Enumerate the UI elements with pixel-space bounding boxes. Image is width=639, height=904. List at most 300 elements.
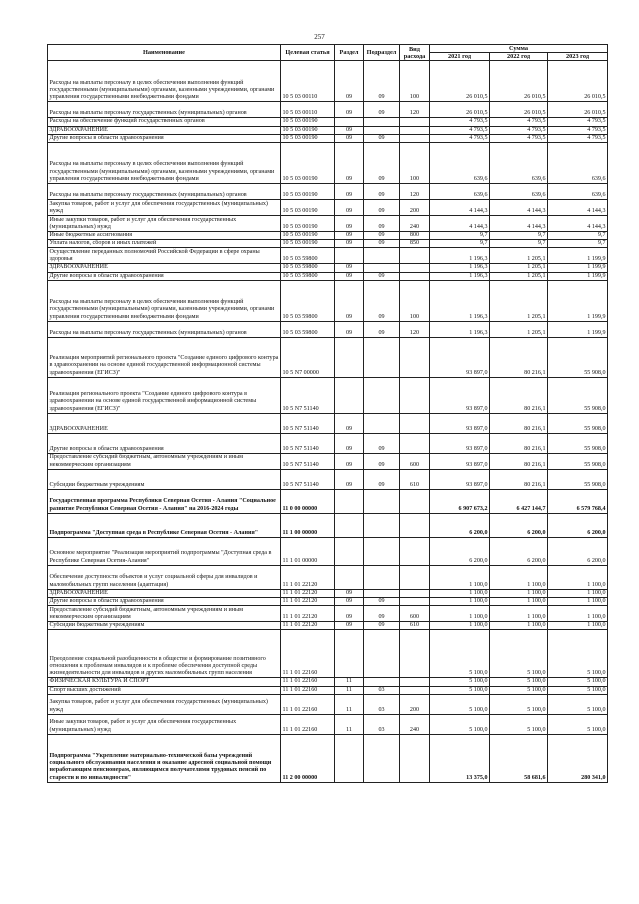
row-sum-2022: 1 100,0 bbox=[490, 589, 548, 597]
row-name: Предоставление субсидий бюджетным, автономным учреждениям и иным некоммерческим организациям bbox=[48, 606, 281, 622]
row-target-code: 11 1 00 00000 bbox=[281, 513, 335, 537]
row-sum-2022: 4 144,3 bbox=[490, 216, 548, 232]
row-sum-2021: 5 100,0 bbox=[430, 714, 490, 734]
row-target-code: 10 5 03 59800 bbox=[281, 248, 335, 264]
table-row bbox=[48, 216, 608, 232]
row-section: 11 bbox=[335, 686, 364, 694]
table-row bbox=[48, 678, 608, 686]
row-sum-2022: 6 200,0 bbox=[490, 513, 548, 537]
row-expense-type bbox=[400, 630, 430, 678]
row-name: Спорт высших достижений bbox=[48, 686, 281, 694]
row-name: Иные закупки товаров, работ и услуг для обеспечения государственных (муниципальных) нужд bbox=[48, 216, 281, 232]
table-row bbox=[48, 143, 608, 184]
row-target-code: 11 1 01 22120 bbox=[281, 606, 335, 622]
row-name: Предоставление субсидий бюджетным, автономным учреждениям и иным некоммерческим организациям bbox=[48, 453, 281, 469]
row-subsection: 09 bbox=[364, 240, 400, 248]
row-sum-2023: 1 199,9 bbox=[548, 321, 608, 337]
row-sum-2023: 55 908,0 bbox=[548, 469, 608, 489]
row-sum-2023: 26 010,5 bbox=[548, 102, 608, 118]
row-sum-2022: 5 100,0 bbox=[490, 630, 548, 678]
row-subsection bbox=[364, 589, 400, 597]
row-subsection: 09 bbox=[364, 102, 400, 118]
row-section: 09 bbox=[335, 413, 364, 433]
row-sum-2021: 4 793,5 bbox=[430, 134, 490, 142]
row-subsection bbox=[364, 537, 400, 565]
table-row bbox=[48, 537, 608, 565]
row-name: Закупка товаров, работ и услуг для обеспечения государственных (муниципальных) нужд bbox=[48, 200, 281, 216]
row-sum-2021: 4 144,3 bbox=[430, 216, 490, 232]
row-section bbox=[335, 565, 364, 589]
row-section bbox=[335, 489, 364, 513]
row-sum-2021: 9,7 bbox=[430, 240, 490, 248]
row-name: Субсидии бюджетным учреждениям bbox=[48, 622, 281, 630]
row-sum-2022: 6 200,0 bbox=[490, 537, 548, 565]
row-subsection: 09 bbox=[364, 272, 400, 280]
row-name: Подпрограмма "Укрепление материально-технической базы учреждений социального обслуживания населения и оказание адресной социальной помощи неработающим пенсионерам, являющимся получателями трудовых пенсий по старости и по инвалидности" bbox=[48, 734, 281, 782]
row-sum-2023: 6 200,0 bbox=[548, 537, 608, 565]
row-expense-type: 240 bbox=[400, 216, 430, 232]
row-expense-type bbox=[400, 489, 430, 513]
row-section: 09 bbox=[335, 622, 364, 630]
row-sum-2021: 6 200,0 bbox=[430, 513, 490, 537]
row-sum-2022: 1 205,1 bbox=[490, 272, 548, 280]
table-row bbox=[48, 714, 608, 734]
row-name: Реализация мероприятий регионального проекта "Создание единого цифрового контура в здравоохранении на основе единой государственной информационной системы здравоохранения (ЕГИСЗ)" bbox=[48, 337, 281, 377]
row-expense-type: 120 bbox=[400, 102, 430, 118]
table-row bbox=[48, 734, 608, 782]
row-section: 09 bbox=[335, 453, 364, 469]
row-sum-2022: 4 793,5 bbox=[490, 118, 548, 126]
table-row bbox=[48, 184, 608, 200]
row-subsection: 09 bbox=[364, 232, 400, 240]
row-sum-2023: 1 100,0 bbox=[548, 606, 608, 622]
row-section bbox=[335, 337, 364, 377]
row-expense-type: 610 bbox=[400, 469, 430, 489]
row-expense-type: 600 bbox=[400, 453, 430, 469]
row-expense-type: 600 bbox=[400, 606, 430, 622]
row-target-code: 10 5 03 00190 bbox=[281, 232, 335, 240]
row-subsection: 09 bbox=[364, 321, 400, 337]
row-target-code: 10 5 03 00190 bbox=[281, 118, 335, 126]
row-section bbox=[335, 248, 364, 264]
row-sum-2021: 1 100,0 bbox=[430, 565, 490, 589]
row-expense-type bbox=[400, 678, 430, 686]
row-sum-2021: 26 010,5 bbox=[430, 61, 490, 102]
row-sum-2023: 1 100,0 bbox=[548, 565, 608, 589]
row-target-code: 10 5 N7 51140 bbox=[281, 377, 335, 413]
row-sum-2023: 5 100,0 bbox=[548, 678, 608, 686]
row-expense-type bbox=[400, 513, 430, 537]
table-row bbox=[48, 337, 608, 377]
table-row bbox=[48, 248, 608, 264]
row-section: 09 bbox=[335, 321, 364, 337]
row-sum-2023: 1 199,9 bbox=[548, 280, 608, 321]
row-name: ЗДРАВООХРАНЕНИЕ bbox=[48, 126, 281, 134]
row-sum-2023: 639,6 bbox=[548, 184, 608, 200]
header-name: Наименование bbox=[48, 45, 281, 61]
row-sum-2022: 1 205,1 bbox=[490, 248, 548, 264]
row-subsection bbox=[364, 337, 400, 377]
row-target-code: 11 1 01 22160 bbox=[281, 630, 335, 678]
row-target-code: 10 5 03 00190 bbox=[281, 143, 335, 184]
row-section bbox=[335, 734, 364, 782]
header-year-2022: 2022 год bbox=[490, 53, 548, 61]
row-target-code: 10 5 03 00190 bbox=[281, 216, 335, 232]
row-section: 09 bbox=[335, 264, 364, 272]
row-expense-type bbox=[400, 337, 430, 377]
row-name: Уплата налогов, сборов и иных платежей bbox=[48, 240, 281, 248]
row-subsection bbox=[364, 513, 400, 537]
row-name: Обеспечение доступности объектов и услуг социальной сферы для инвалидов и маломобильных групп населения (адаптация) bbox=[48, 565, 281, 589]
row-sum-2021: 93 897,0 bbox=[430, 433, 490, 453]
row-sum-2023: 5 100,0 bbox=[548, 686, 608, 694]
row-name: ФИЗИЧЕСКАЯ КУЛЬТУРА И СПОРТ bbox=[48, 678, 281, 686]
row-sum-2022: 9,7 bbox=[490, 240, 548, 248]
row-section bbox=[335, 513, 364, 537]
row-section: 11 bbox=[335, 678, 364, 686]
row-sum-2021: 1 196,3 bbox=[430, 264, 490, 272]
row-subsection bbox=[364, 734, 400, 782]
table-row bbox=[48, 377, 608, 413]
row-section: 09 bbox=[335, 606, 364, 622]
row-expense-type: 120 bbox=[400, 321, 430, 337]
table-row bbox=[48, 622, 608, 630]
row-subsection: 09 bbox=[364, 61, 400, 102]
row-sum-2022: 639,6 bbox=[490, 184, 548, 200]
row-expense-type bbox=[400, 126, 430, 134]
row-name: Основное мероприятие "Реализация мероприятий подпрограммы "Доступная среда в Республике Северная Осетия-Алания" bbox=[48, 537, 281, 565]
row-expense-type bbox=[400, 413, 430, 433]
row-sum-2021: 6 200,0 bbox=[430, 537, 490, 565]
row-target-code: 10 5 03 00190 bbox=[281, 126, 335, 134]
row-sum-2023: 4 793,5 bbox=[548, 126, 608, 134]
row-section: 09 bbox=[335, 102, 364, 118]
row-sum-2022: 80 216,1 bbox=[490, 337, 548, 377]
row-sum-2023: 4 144,3 bbox=[548, 200, 608, 216]
table-row bbox=[48, 513, 608, 537]
row-sum-2022: 1 100,0 bbox=[490, 606, 548, 622]
row-subsection: 09 bbox=[364, 200, 400, 216]
row-expense-type: 100 bbox=[400, 143, 430, 184]
table-row bbox=[48, 200, 608, 216]
row-name: Подпрограмма "Доступная среда в Республике Северная Осетия - Алания" bbox=[48, 513, 281, 537]
row-sum-2023: 55 908,0 bbox=[548, 413, 608, 433]
row-subsection: 09 bbox=[364, 134, 400, 142]
row-sum-2022: 80 216,1 bbox=[490, 377, 548, 413]
row-section: 09 bbox=[335, 126, 364, 134]
header-expense-type: Вид расхода bbox=[400, 45, 430, 61]
row-subsection: 03 bbox=[364, 714, 400, 734]
row-sum-2023: 55 908,0 bbox=[548, 337, 608, 377]
row-sum-2021: 9,7 bbox=[430, 232, 490, 240]
row-sum-2022: 80 216,1 bbox=[490, 453, 548, 469]
row-sum-2023: 26 010,5 bbox=[548, 61, 608, 102]
row-sum-2021: 93 897,0 bbox=[430, 413, 490, 433]
row-sum-2023: 4 793,5 bbox=[548, 134, 608, 142]
row-target-code: 10 5 N7 51140 bbox=[281, 453, 335, 469]
row-expense-type bbox=[400, 537, 430, 565]
row-name: ЗДРАВООХРАНЕНИЕ bbox=[48, 264, 281, 272]
row-expense-type: 120 bbox=[400, 184, 430, 200]
row-sum-2021: 1 100,0 bbox=[430, 598, 490, 606]
row-sum-2021: 5 100,0 bbox=[430, 630, 490, 678]
row-expense-type bbox=[400, 686, 430, 694]
budget-table bbox=[47, 44, 608, 783]
row-sum-2023: 55 908,0 bbox=[548, 433, 608, 453]
row-sum-2022: 5 100,0 bbox=[490, 678, 548, 686]
row-target-code: 11 1 01 22120 bbox=[281, 565, 335, 589]
row-sum-2023: 639,6 bbox=[548, 143, 608, 184]
row-name: Другие вопросы в области здравоохранения bbox=[48, 598, 281, 606]
row-expense-type: 100 bbox=[400, 280, 430, 321]
header-subsection: Подраздел bbox=[364, 45, 400, 61]
row-sum-2022: 4 144,3 bbox=[490, 200, 548, 216]
table-row bbox=[48, 232, 608, 240]
row-sum-2023: 1 199,9 bbox=[548, 248, 608, 264]
row-subsection bbox=[364, 377, 400, 413]
table-row bbox=[48, 134, 608, 142]
row-sum-2021: 1 196,3 bbox=[430, 321, 490, 337]
row-sum-2023: 55 908,0 bbox=[548, 453, 608, 469]
table-row bbox=[48, 606, 608, 622]
table-row bbox=[48, 126, 608, 134]
row-sum-2022: 4 793,5 bbox=[490, 126, 548, 134]
table-row bbox=[48, 686, 608, 694]
row-target-code: 10 5 03 59800 bbox=[281, 264, 335, 272]
row-subsection bbox=[364, 489, 400, 513]
table-row bbox=[48, 280, 608, 321]
row-target-code: 10 5 03 00190 bbox=[281, 200, 335, 216]
row-section: 09 bbox=[335, 280, 364, 321]
row-section: 09 bbox=[335, 469, 364, 489]
row-name: Реализация регионального проекта "Создание единого цифрового контура в здравоохранении на основе единой государственной информационной системы здравоохранения (ЕГИСЗ)" bbox=[48, 377, 281, 413]
row-sum-2022: 639,6 bbox=[490, 143, 548, 184]
row-sum-2021: 6 907 673,2 bbox=[430, 489, 490, 513]
row-subsection bbox=[364, 118, 400, 126]
row-sum-2022: 80 216,1 bbox=[490, 433, 548, 453]
row-subsection: 09 bbox=[364, 453, 400, 469]
row-section: 11 bbox=[335, 714, 364, 734]
row-sum-2022: 1 205,1 bbox=[490, 280, 548, 321]
row-expense-type: 200 bbox=[400, 694, 430, 714]
row-name: Осуществление переданных полномочий Российской Федерации в сфере охраны здоровья bbox=[48, 248, 281, 264]
row-section: 09 bbox=[335, 200, 364, 216]
row-section bbox=[335, 537, 364, 565]
row-name: Расходы на обеспечение функций государственных органов bbox=[48, 118, 281, 126]
table-body bbox=[48, 61, 608, 782]
row-section: 09 bbox=[335, 240, 364, 248]
row-target-code: 11 1 01 22160 bbox=[281, 714, 335, 734]
row-target-code: 10 5 03 00190 bbox=[281, 184, 335, 200]
table-row bbox=[48, 453, 608, 469]
row-name: Расходы на выплаты персоналу в целях обеспечения выполнения функций государственными (муниципальными) органами, казенными учреждениями, органами управления государственными внебюджетными фондами bbox=[48, 280, 281, 321]
row-name: Расходы на выплаты персоналу государственных (муниципальных) органов bbox=[48, 102, 281, 118]
row-target-code: 10 5 03 59800 bbox=[281, 280, 335, 321]
table-row bbox=[48, 598, 608, 606]
row-subsection bbox=[364, 264, 400, 272]
row-sum-2021: 4 793,5 bbox=[430, 126, 490, 134]
row-target-code: 10 5 N7 00000 bbox=[281, 337, 335, 377]
row-name: ЗДРАВООХРАНЕНИЕ bbox=[48, 413, 281, 433]
row-sum-2021: 26 010,5 bbox=[430, 102, 490, 118]
row-sum-2023: 5 100,0 bbox=[548, 714, 608, 734]
row-expense-type: 610 bbox=[400, 622, 430, 630]
table-row bbox=[48, 240, 608, 248]
row-sum-2021: 639,6 bbox=[430, 143, 490, 184]
row-target-code: 11 1 01 22160 bbox=[281, 694, 335, 714]
row-sum-2023: 5 100,0 bbox=[548, 694, 608, 714]
row-sum-2023: 1 199,9 bbox=[548, 272, 608, 280]
row-section: 09 bbox=[335, 433, 364, 453]
row-name: Другие вопросы в области здравоохранения bbox=[48, 134, 281, 142]
row-sum-2021: 13 375,0 bbox=[430, 734, 490, 782]
row-expense-type bbox=[400, 134, 430, 142]
row-sum-2021: 4 144,3 bbox=[430, 200, 490, 216]
row-subsection bbox=[364, 630, 400, 678]
row-sum-2023: 1 199,9 bbox=[548, 264, 608, 272]
row-expense-type: 200 bbox=[400, 200, 430, 216]
row-sum-2022: 1 100,0 bbox=[490, 565, 548, 589]
row-sum-2023: 55 908,0 bbox=[548, 377, 608, 413]
row-expense-type bbox=[400, 565, 430, 589]
row-subsection: 03 bbox=[364, 686, 400, 694]
row-sum-2022: 4 793,5 bbox=[490, 134, 548, 142]
row-sum-2023: 6 200,0 bbox=[548, 513, 608, 537]
row-sum-2022: 5 100,0 bbox=[490, 694, 548, 714]
row-name: Другие вопросы в области здравоохранения bbox=[48, 272, 281, 280]
row-target-code: 11 1 01 00000 bbox=[281, 537, 335, 565]
row-sum-2022: 26 010,5 bbox=[490, 102, 548, 118]
row-sum-2023: 5 100,0 bbox=[548, 630, 608, 678]
row-sum-2022: 58 681,6 bbox=[490, 734, 548, 782]
row-name: Субсидии бюджетным учреждениям bbox=[48, 469, 281, 489]
row-expense-type: 850 bbox=[400, 240, 430, 248]
row-name: Иные закупки товаров, работ и услуг для обеспечения государственных (муниципальных) нужд bbox=[48, 714, 281, 734]
table-row bbox=[48, 469, 608, 489]
row-sum-2021: 4 793,5 bbox=[430, 118, 490, 126]
row-sum-2021: 1 196,3 bbox=[430, 272, 490, 280]
row-sum-2022: 6 427 144,7 bbox=[490, 489, 548, 513]
row-expense-type bbox=[400, 734, 430, 782]
row-sum-2022: 1 100,0 bbox=[490, 622, 548, 630]
row-sum-2023: 4 144,3 bbox=[548, 216, 608, 232]
row-sum-2021: 5 100,0 bbox=[430, 694, 490, 714]
row-sum-2021: 1 100,0 bbox=[430, 622, 490, 630]
row-target-code: 11 1 01 22120 bbox=[281, 598, 335, 606]
row-sum-2021: 93 897,0 bbox=[430, 337, 490, 377]
row-sum-2023: 1 100,0 bbox=[548, 622, 608, 630]
row-expense-type bbox=[400, 272, 430, 280]
row-name: Иные бюджетные ассигнования bbox=[48, 232, 281, 240]
header-sum: Сумма bbox=[430, 45, 608, 53]
row-sum-2022: 26 010,5 bbox=[490, 61, 548, 102]
row-sum-2022: 1 100,0 bbox=[490, 598, 548, 606]
row-subsection: 09 bbox=[364, 280, 400, 321]
row-sum-2023: 1 100,0 bbox=[548, 589, 608, 597]
table-row bbox=[48, 565, 608, 589]
row-name: Преодоление социальной разобщенности в обществе и формирование позитивного отношения к проблемам инвалидов и к проблеме обеспечения доступной среды жизнедеятельности для инвалидов и других маломобильных групп населения bbox=[48, 630, 281, 678]
row-sum-2023: 9,7 bbox=[548, 240, 608, 248]
row-target-code: 10 5 03 00110 bbox=[281, 61, 335, 102]
row-section: 09 bbox=[335, 598, 364, 606]
header-year-2023: 2023 год bbox=[548, 53, 608, 61]
row-section: 09 bbox=[335, 589, 364, 597]
row-subsection: 09 bbox=[364, 598, 400, 606]
row-sum-2021: 5 100,0 bbox=[430, 686, 490, 694]
row-subsection: 09 bbox=[364, 184, 400, 200]
row-expense-type: 240 bbox=[400, 714, 430, 734]
table-row bbox=[48, 694, 608, 714]
row-sum-2022: 1 205,1 bbox=[490, 321, 548, 337]
row-target-code: 10 5 03 59800 bbox=[281, 272, 335, 280]
row-target-code: 10 5 N7 51140 bbox=[281, 469, 335, 489]
row-subsection: 03 bbox=[364, 694, 400, 714]
header-section: Раздел bbox=[335, 45, 364, 61]
row-section bbox=[335, 377, 364, 413]
row-target-code: 11 2 00 00000 bbox=[281, 734, 335, 782]
row-sum-2022: 5 100,0 bbox=[490, 686, 548, 694]
row-name: Государственная программа Республики Северная Осетия - Алания "Социальное развитие Республики Северная Осетия - Алания" на 2016-2024 годы bbox=[48, 489, 281, 513]
table-row bbox=[48, 102, 608, 118]
row-section: 09 bbox=[335, 134, 364, 142]
row-expense-type bbox=[400, 589, 430, 597]
row-section: 09 bbox=[335, 232, 364, 240]
row-sum-2021: 1 100,0 bbox=[430, 606, 490, 622]
row-sum-2023: 4 793,5 bbox=[548, 118, 608, 126]
row-sum-2023: 1 100,0 bbox=[548, 598, 608, 606]
row-subsection: 09 bbox=[364, 216, 400, 232]
row-target-code: 10 5 N7 51140 bbox=[281, 433, 335, 453]
row-expense-type bbox=[400, 118, 430, 126]
row-subsection bbox=[364, 413, 400, 433]
header-target: Целевая статья bbox=[281, 45, 335, 61]
row-sum-2021: 5 100,0 bbox=[430, 678, 490, 686]
row-name: Другие вопросы в области здравоохранения bbox=[48, 433, 281, 453]
row-target-code: 10 5 N7 51140 bbox=[281, 413, 335, 433]
row-sum-2023: 280 341,0 bbox=[548, 734, 608, 782]
row-sum-2022: 9,7 bbox=[490, 232, 548, 240]
table-row bbox=[48, 589, 608, 597]
row-target-code: 10 5 03 00190 bbox=[281, 240, 335, 248]
table-row bbox=[48, 489, 608, 513]
row-target-code: 11 1 01 22160 bbox=[281, 678, 335, 686]
row-section bbox=[335, 630, 364, 678]
row-sum-2022: 80 216,1 bbox=[490, 413, 548, 433]
table-row bbox=[48, 272, 608, 280]
row-sum-2022: 1 205,1 bbox=[490, 264, 548, 272]
row-section bbox=[335, 118, 364, 126]
row-subsection: 09 bbox=[364, 606, 400, 622]
row-sum-2021: 93 897,0 bbox=[430, 377, 490, 413]
row-name: Расходы на выплаты персоналу в целях обеспечения выполнения функций государственными (муниципальными) органами, казенными учреждениями, органами управления государственными внебюджетными фондами bbox=[48, 143, 281, 184]
row-subsection bbox=[364, 678, 400, 686]
row-sum-2021: 1 100,0 bbox=[430, 589, 490, 597]
header-year-2021: 2021 год bbox=[430, 53, 490, 61]
page-number: 257 bbox=[314, 33, 325, 41]
row-name: ЗДРАВООХРАНЕНИЕ bbox=[48, 589, 281, 597]
table-row bbox=[48, 413, 608, 433]
table-row bbox=[48, 61, 608, 102]
row-sum-2021: 1 196,3 bbox=[430, 248, 490, 264]
row-subsection: 09 bbox=[364, 143, 400, 184]
row-target-code: 11 1 01 22160 bbox=[281, 686, 335, 694]
row-section: 09 bbox=[335, 61, 364, 102]
row-expense-type bbox=[400, 598, 430, 606]
row-expense-type: 100 bbox=[400, 61, 430, 102]
row-expense-type bbox=[400, 248, 430, 264]
table-row bbox=[48, 321, 608, 337]
row-name: Расходы на выплаты персоналу государственных (муниципальных) органов bbox=[48, 184, 281, 200]
